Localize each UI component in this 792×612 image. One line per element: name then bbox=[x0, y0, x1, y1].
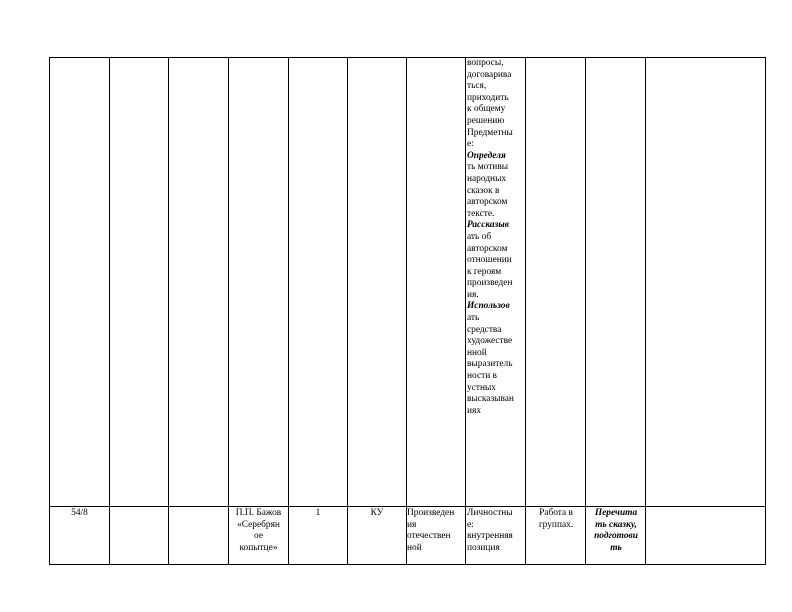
competency-text-line: Предметны bbox=[467, 127, 513, 138]
activity-text-line: группах. bbox=[538, 519, 574, 530]
competency-text-line: сказок в bbox=[467, 185, 500, 196]
topic-text-line: ое bbox=[254, 531, 263, 542]
competency-text-line: народных bbox=[467, 173, 507, 184]
competency-text-line: нной bbox=[467, 347, 487, 358]
lesson-homework bbox=[587, 508, 645, 554]
competency-text-line: средства bbox=[467, 324, 502, 335]
competency-text-line: Личностны bbox=[467, 508, 513, 518]
topic-text-line: копытце» bbox=[239, 542, 278, 553]
competency-text-line: авторском bbox=[467, 243, 508, 254]
topic-text-line: «Серебрян bbox=[237, 519, 280, 530]
homework-text-line: ть сказку, bbox=[595, 519, 637, 530]
competency-text-line: ться, bbox=[467, 81, 487, 92]
competency-text-line: ать bbox=[467, 313, 480, 324]
activity-text-line: Работа в bbox=[539, 508, 573, 518]
competency-text-line: высказыван bbox=[467, 394, 514, 405]
competency-text-line: авторском bbox=[467, 197, 508, 208]
competency-text-line: Определя bbox=[467, 150, 506, 161]
competency-text-line: Использов bbox=[467, 301, 510, 312]
competency-text-line: е: bbox=[467, 519, 474, 530]
homework-text-line: Перечита bbox=[594, 508, 638, 518]
homework-text-line: ть bbox=[610, 542, 622, 553]
competency-text-line: устных bbox=[467, 382, 496, 393]
competency-text-line: Рассказыв bbox=[467, 220, 509, 231]
competency-text-line: ности в bbox=[467, 371, 497, 382]
competency-text-line: ть мотивы bbox=[467, 162, 509, 173]
competency-text-line: художестве bbox=[467, 336, 513, 347]
competency-text-line: ать об bbox=[467, 231, 492, 242]
homework-text-line: подготови bbox=[594, 531, 638, 542]
competency-text-line: отношении bbox=[467, 255, 512, 266]
content-text-line: ия bbox=[407, 519, 417, 530]
content-text-line: Произведен bbox=[407, 508, 455, 518]
content-text-line: отечествен bbox=[407, 531, 451, 542]
competency-text-line: иях bbox=[467, 405, 482, 416]
lesson-content bbox=[407, 508, 465, 554]
competency-text-line: договарива bbox=[467, 69, 512, 80]
topic-text-line: П.П. Бажов bbox=[235, 508, 282, 518]
competency-text-line: к героям bbox=[467, 266, 502, 277]
competency-text-line: внутренняя bbox=[467, 531, 513, 542]
competency-text-line: к общему bbox=[467, 104, 506, 115]
competency-text-line: ия. bbox=[467, 289, 479, 300]
content-text-line: ной bbox=[407, 542, 422, 553]
lesson-hours: 1 bbox=[315, 508, 321, 518]
competency-text-line: позиция bbox=[467, 542, 500, 553]
lesson-type: КУ bbox=[370, 508, 384, 518]
lesson-topic bbox=[229, 508, 288, 554]
lesson-activity bbox=[527, 508, 585, 531]
competency-text-line: выразитель bbox=[467, 359, 513, 370]
lesson-competencies bbox=[467, 508, 525, 554]
competency-text-line: тексте. bbox=[467, 208, 495, 219]
competency-text-line: е: bbox=[467, 139, 474, 150]
competency-text-line: произведен bbox=[467, 278, 513, 289]
lesson-number: 54/8 bbox=[71, 508, 88, 518]
top-row-competencies-cell bbox=[467, 58, 525, 417]
competency-text-line: приходить bbox=[467, 92, 509, 103]
competency-text-line: решению bbox=[467, 115, 505, 126]
competency-text-line: вопросы, bbox=[467, 58, 504, 68]
